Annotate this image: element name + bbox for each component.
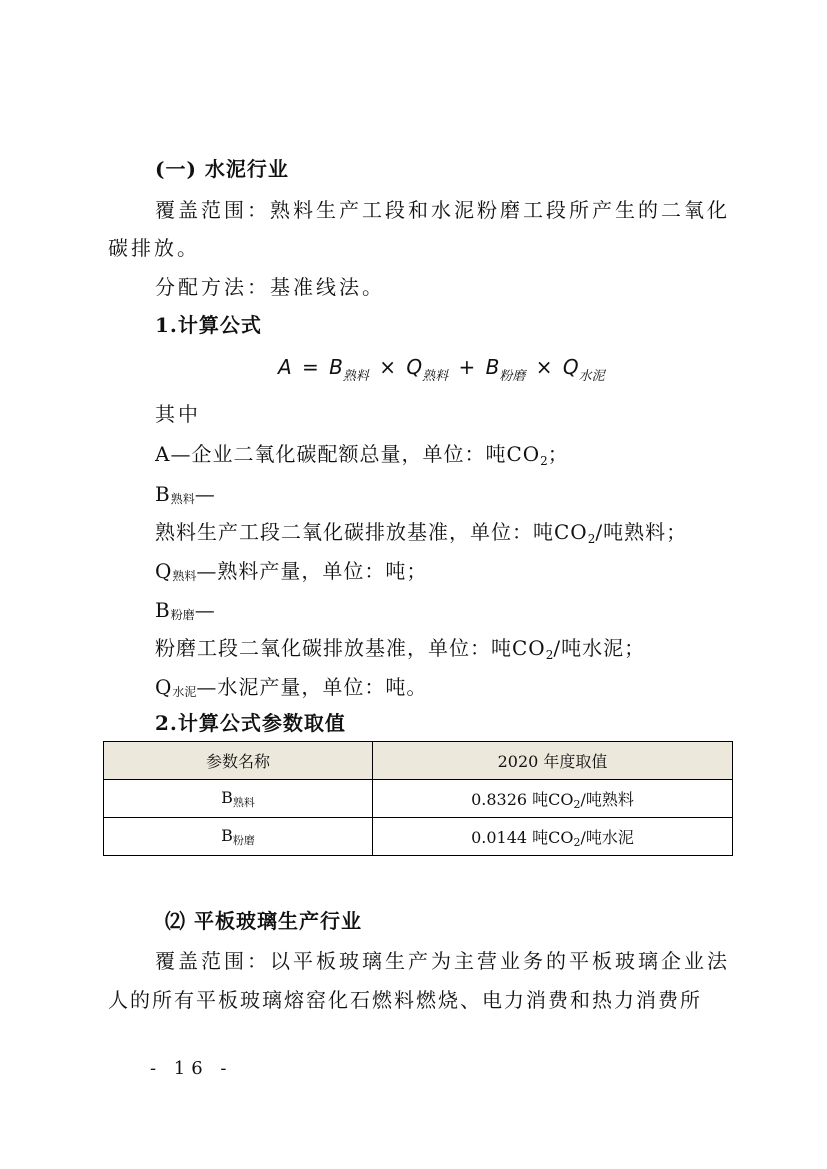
section2-heading: ⑵ 平板玻璃生产行业 [165,909,362,933]
table-cell-name [104,818,373,856]
table-cell-name [104,780,373,818]
row0-value-post: /吨熟料 [580,789,634,809]
def-q2 [155,673,427,706]
def-q1-text: —熟料产量，单位：吨； [196,559,428,583]
formula-q1: Q [406,355,423,379]
def-b2-text-sub: 2 [545,648,554,662]
coverage-text-line1: 覆盖范围：熟料生产工段和水泥粉磨工段所产生的二氧化 [155,198,730,222]
where-label: 其中 [155,402,201,426]
formula [278,352,605,392]
formula-b2: B [485,355,500,379]
params-heading: 2.计算公式参数取值 [155,711,346,735]
def-q1-sub: 熟料 [172,569,197,583]
row1-sub: 粉磨 [232,833,255,847]
formula-sub-cement: 水泥 [578,369,605,384]
formula-times1: × [379,355,397,379]
row0-value-pre: 0.8326 吨CO [471,789,574,809]
formula-heading: 1.计算公式 [155,313,262,337]
formula-sub-clinker-2: 熟料 [422,369,449,384]
params-table [103,741,733,856]
formula-sub-clinker: 熟料 [342,369,369,384]
def-b2-sub: 粉磨 [170,608,195,622]
def-b2-label [155,596,216,629]
def-b1-text-pre: 熟料生产工段二氧化碳排放基准，单位：吨CO [155,520,588,544]
table-header-value: 2020 年度取值 [373,742,733,780]
table-header-name: 参数名称 [104,742,373,780]
def-a [155,440,569,475]
def-b1-var: B [155,482,171,506]
section2-coverage-line1: 覆盖范围：以平板玻璃生产为主营业务的平板玻璃企业法 [155,949,730,973]
def-b2-text-pre: 粉磨工段二氧化碳排放基准，单位：吨CO [155,636,546,660]
def-b2-text [155,634,645,669]
def-q1-var: Q [155,559,173,583]
table-row [104,780,733,818]
def-b1-label [155,480,216,513]
def-q2-text: —水泥产量，单位：吨。 [196,675,428,699]
table-row [104,818,733,856]
def-b2-dash: — [194,598,216,622]
def-a-end: ； [547,442,569,466]
formula-times2: × [535,355,553,379]
formula-eq: = [302,355,319,379]
formula-lhs: A [278,355,292,379]
formula-q2: Q [562,355,579,379]
formula-sub-grind: 粉磨 [499,369,526,384]
def-q1 [155,557,427,590]
page-number: - 16 - [150,1058,233,1079]
def-b2-var: B [155,598,171,622]
def-b1-dash: — [194,482,216,506]
row0-value-sub: 2 [573,797,581,811]
coverage-text-line2: 碳排放。 [108,236,200,260]
def-b1-text-sub: 2 [587,532,596,546]
row1-value-pre: 0.0144 吨CO [471,827,574,847]
def-b2-text-post: /吨水泥； [553,636,646,660]
row1-value-sub: 2 [573,835,581,849]
method-text: 分配方法：基准线法。 [155,275,385,299]
table-cell-value [373,818,733,856]
def-a-sub: 2 [540,454,548,468]
formula-b1: B [329,355,343,379]
formula-plus: + [458,355,476,379]
def-b1-sub: 熟料 [170,492,195,506]
def-b1-text [155,518,687,553]
row0-sub: 熟料 [232,795,255,809]
def-q2-var: Q [155,675,173,699]
row1-var: B [221,825,233,845]
section1-heading: (一) 水泥行业 [155,157,289,181]
def-q2-sub: 水泥 [172,685,197,699]
table-header-row [104,742,733,780]
def-a-text: A—企业二氧化碳配额总量，单位：吨CO [155,442,541,466]
row0-var: B [221,787,233,807]
row1-value-post: /吨水泥 [580,827,634,847]
table-cell-value [373,780,733,818]
def-b1-text-post: /吨熟料； [595,520,688,544]
section2-coverage-line2: 人的所有平板玻璃熔窑化石燃料燃烧、电力消费和热力消费所 [108,988,702,1012]
